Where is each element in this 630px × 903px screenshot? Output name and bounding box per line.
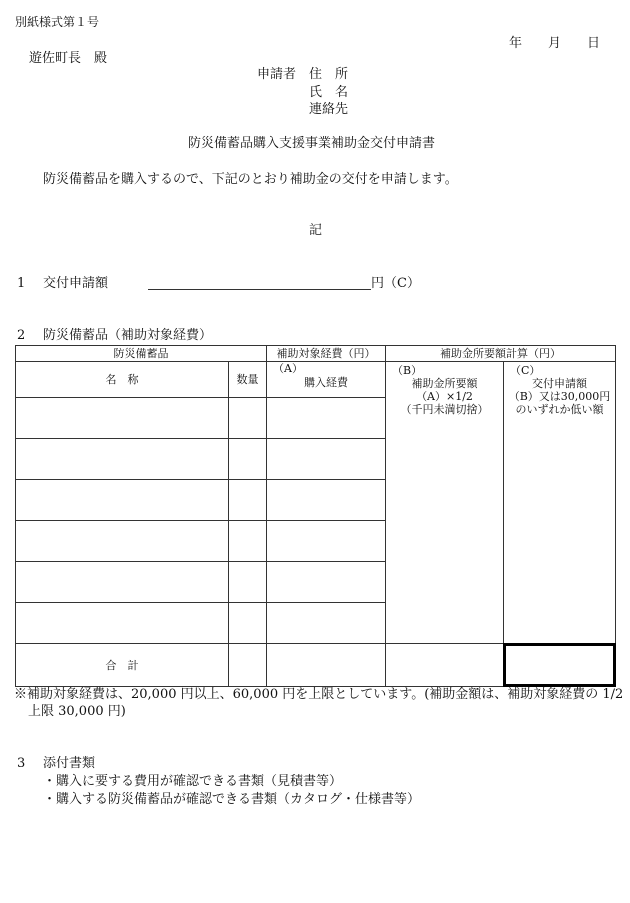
table-total-row	[16, 644, 616, 687]
amount-unit: 円（C）	[371, 276, 420, 291]
row-name-cell[interactable]	[16, 562, 229, 603]
intro-text: 防災備蓄品を購入するので、下記のとおり補助金の交付を申請します。	[43, 172, 458, 187]
header-c-line3: のいずれか低い額	[515, 403, 604, 416]
header-c-line1: 交付申請額	[532, 377, 587, 390]
row-name-cell[interactable]	[16, 521, 229, 562]
note-line-1: ※補助対象経費は、20,000 円以上、60,000 円を上限としています。(補助金額は、補助対象経費の 1/2	[14, 687, 624, 702]
row-name-cell[interactable]	[16, 480, 229, 521]
row-cost-cell[interactable]	[267, 562, 386, 603]
applicant-address-label: 住 所	[309, 67, 349, 82]
section1-label: 交付申請額	[43, 276, 109, 291]
applicant-name-label: 氏 名	[309, 85, 349, 100]
header-c-line2: （B）又は30,000円	[508, 390, 611, 403]
table-column-header	[16, 362, 616, 398]
header-c-mark: （C）	[510, 364, 541, 377]
header-a-mark: （A）	[273, 362, 303, 375]
section2-label: 防災備蓄品（補助対象経費）	[43, 328, 213, 343]
header-b-line1: 補助金所要額	[411, 377, 478, 390]
row-cost-cell[interactable]	[267, 603, 386, 644]
row-qty-cell[interactable]	[229, 562, 267, 603]
table-group-header	[16, 346, 616, 362]
row-name-cell[interactable]	[16, 398, 229, 439]
row-qty-cell[interactable]	[229, 521, 267, 562]
row-cost-cell[interactable]	[267, 398, 386, 439]
header-b-mark: （B）	[392, 364, 423, 377]
total-c-cell[interactable]	[504, 644, 616, 687]
total-cost-cell[interactable]	[267, 644, 386, 687]
section1-number: 1	[17, 276, 26, 291]
row-cost-cell[interactable]	[267, 439, 386, 480]
applicant-contact-label: 連絡先	[309, 102, 349, 117]
header-b-line3: （千円未満切捨）	[400, 403, 489, 416]
header-b-line2: （A）×1/2	[416, 390, 473, 403]
section2-number: 2	[17, 328, 26, 343]
expense-table	[15, 345, 616, 687]
total-c-bold-border	[503, 643, 616, 687]
row-qty-cell[interactable]	[229, 398, 267, 439]
row-qty-cell[interactable]	[229, 439, 267, 480]
section3-label: 添付書類	[43, 756, 96, 771]
application-amount-line	[148, 277, 420, 290]
row-qty-cell[interactable]	[229, 480, 267, 521]
total-label: 合 計	[16, 644, 229, 687]
ki-heading: 記	[309, 223, 323, 238]
total-b-cell[interactable]	[386, 644, 504, 687]
document-title: 防災備蓄品購入支援事業補助金交付申請書	[188, 136, 436, 151]
header-item-group: 防災備蓄品	[16, 346, 267, 362]
addressee: 遊佐町長 殿	[29, 51, 108, 66]
row-cost-cell[interactable]	[267, 521, 386, 562]
total-qty-cell[interactable]	[229, 644, 267, 687]
note-line-2: 上限 30,000 円)	[28, 704, 126, 719]
header-a-label: 購入経費	[304, 376, 348, 389]
form-number: 別紙様式第１号	[15, 15, 100, 29]
date-line: 年 月 日	[509, 36, 601, 51]
header-purchase-cost	[267, 362, 386, 398]
row-qty-cell[interactable]	[229, 603, 267, 644]
amount-blank[interactable]	[148, 277, 371, 290]
attachment-item: ・購入に要する費用が確認できる書類（見積書等）	[43, 774, 343, 789]
row-name-cell[interactable]	[16, 439, 229, 480]
row-cost-cell[interactable]	[267, 480, 386, 521]
header-quantity: 数量	[229, 362, 267, 398]
header-calc-group: 補助金所要額計算（円）	[386, 346, 616, 362]
row-name-cell[interactable]	[16, 603, 229, 644]
attachment-item: ・購入する防災備蓄品が確認できる書類（カタログ・仕様書等）	[43, 792, 421, 807]
applicant-label: 申請者	[257, 67, 297, 82]
calc-b-column	[386, 362, 504, 644]
header-name: 名 称	[16, 362, 229, 398]
header-expense-group: 補助対象経費（円）	[267, 346, 386, 362]
section3-number: 3	[17, 756, 26, 771]
calc-c-column	[504, 362, 616, 644]
